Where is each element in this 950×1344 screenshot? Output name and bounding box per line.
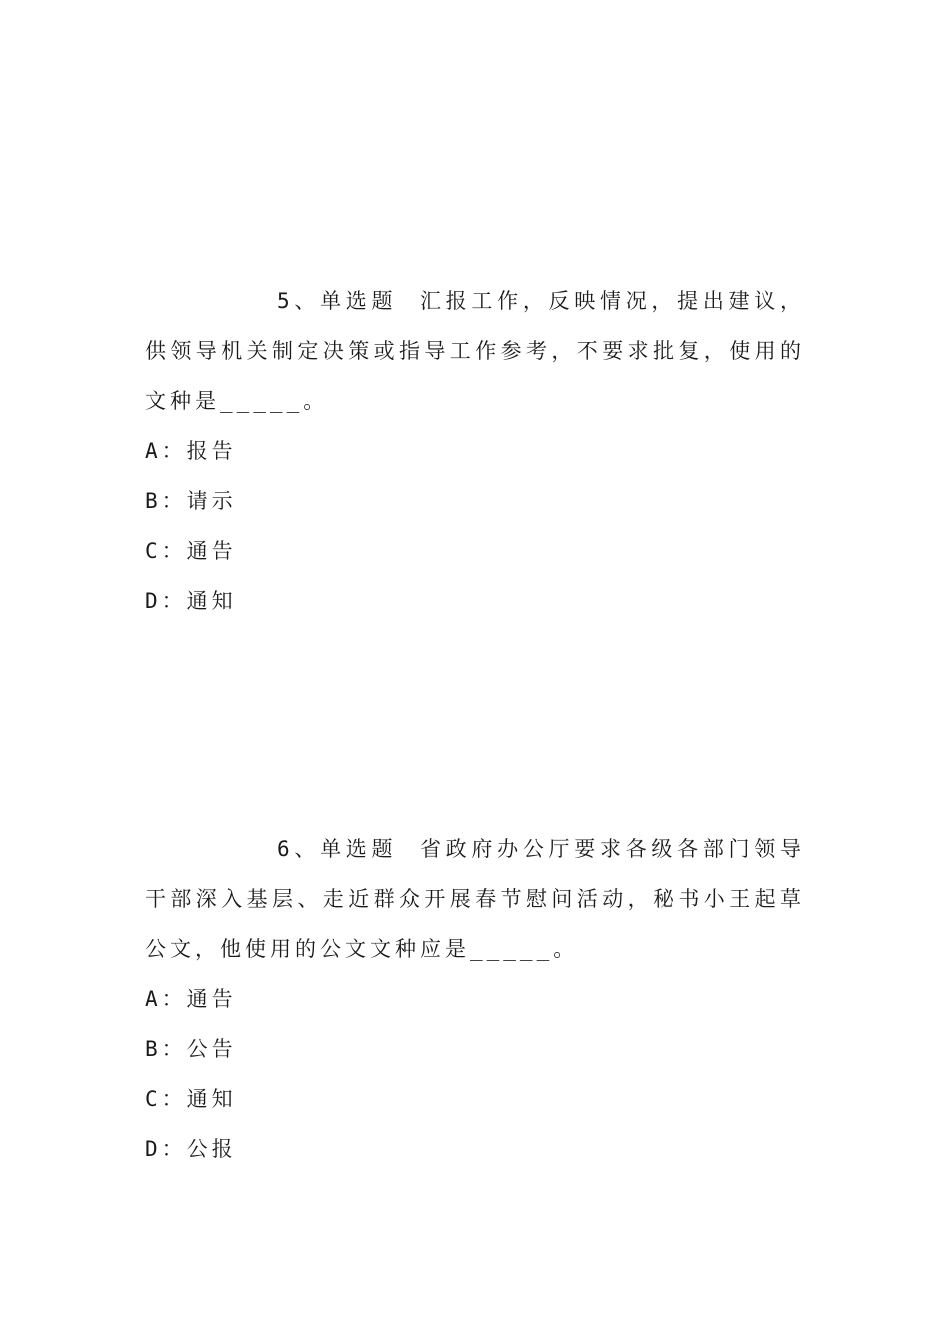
option-d[interactable]: D：公报 [145, 1137, 237, 1161]
question-number: 5、单选题 [277, 289, 398, 313]
option-c[interactable]: C：通知 [145, 1087, 237, 1111]
option-b[interactable]: B：公告 [145, 1037, 237, 1061]
question-stem [145, 824, 805, 974]
question-stem [145, 276, 805, 426]
option-b[interactable]: B：请示 [145, 489, 237, 513]
option-a[interactable]: A：通告 [145, 987, 237, 1011]
option-c[interactable]: C：通告 [145, 539, 237, 563]
question-text: 汇报工作，反映情况，提出建议，供领导机关制定决策或指导工作参考，不要求批复，使用的文种是_____。 [145, 289, 805, 413]
question-text: 省政府办公厅要求各级各部门领导干部深入基层、走近群众开展春节慰问活动，秘书小王起草公文，他使用的公文文种应是_____。 [145, 837, 805, 961]
option-d[interactable]: D：通知 [145, 589, 237, 613]
question-6 [145, 824, 805, 1174]
question-number: 6、单选题 [277, 837, 398, 861]
question-5 [145, 276, 805, 626]
option-a[interactable]: A：报告 [145, 439, 237, 463]
